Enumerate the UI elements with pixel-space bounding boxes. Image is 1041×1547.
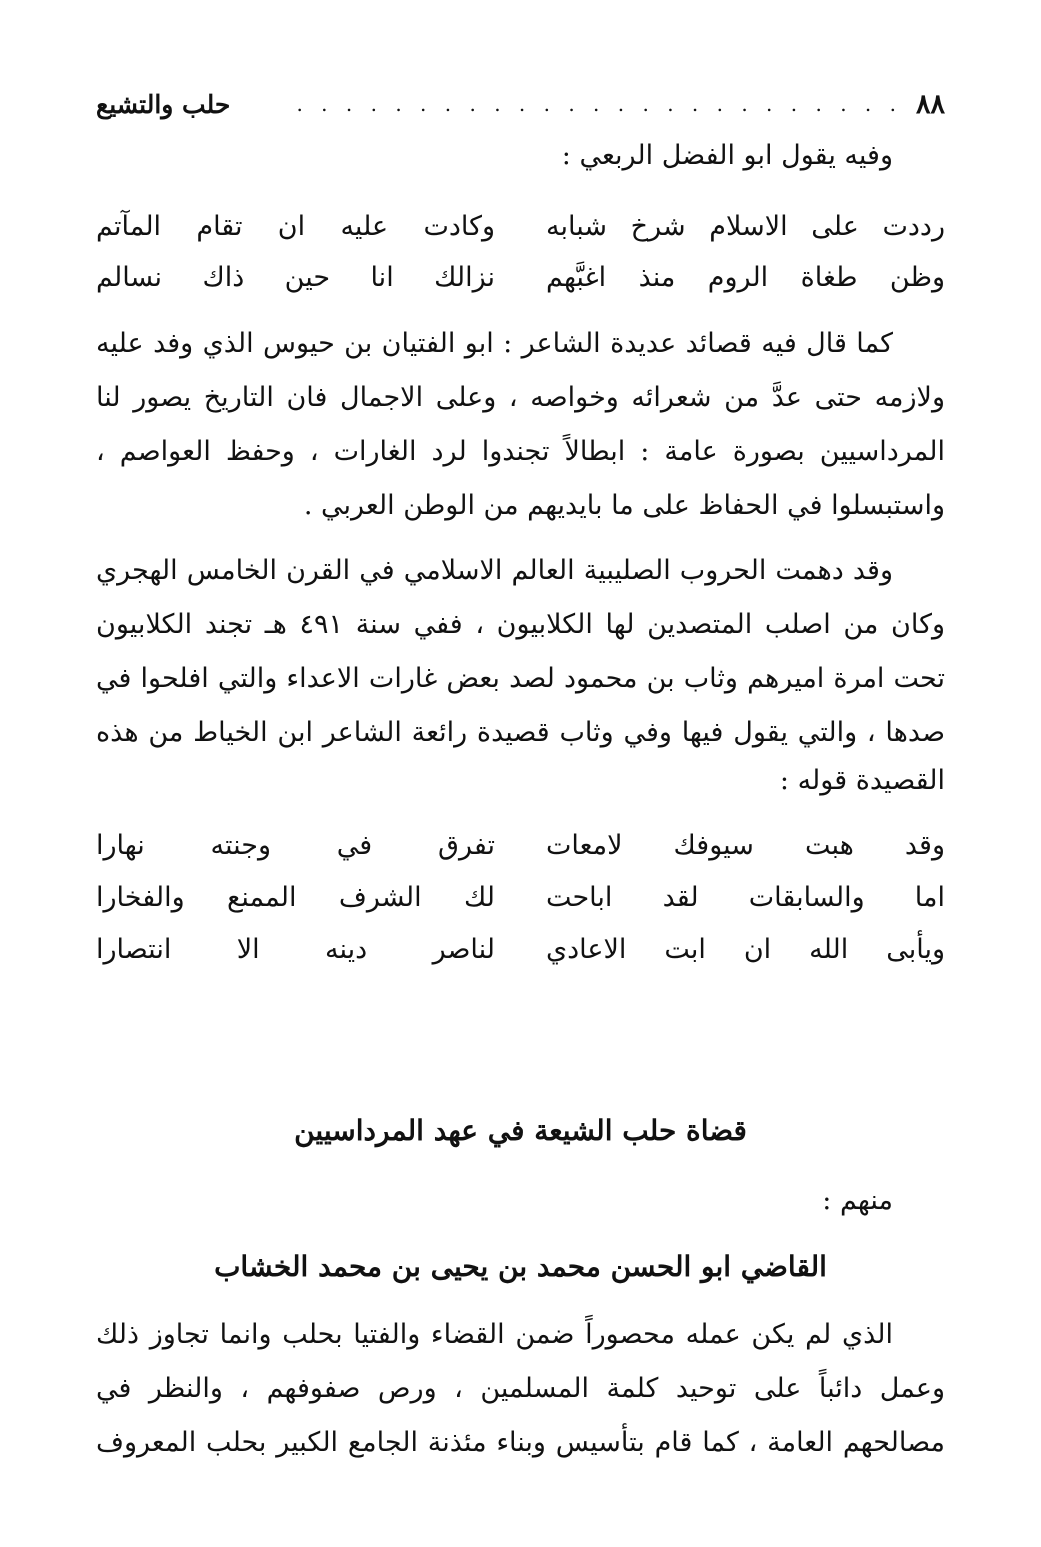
poem2-verse-2 bbox=[96, 874, 945, 922]
intro-line: وفيه يقول ابو الفضل الربعي : bbox=[561, 140, 893, 171]
poem2-verse-2-first-hemistich: اما والسابقات لقد اباحت bbox=[545, 882, 945, 913]
para2-line-4: صدها ، والتي يقول فيها وفي وثاب قصيدة رائعة الشاعر ابن الخياط من هذه bbox=[96, 717, 945, 748]
poem2-verse-3-first-hemistich: ويأبى الله ان ابت الاعادي bbox=[545, 934, 945, 965]
para2-line-3: تحت امرة اميرهم وثاب بن محمود لصد بعض غارات الاعداء والتي افلحوا في bbox=[96, 663, 945, 694]
poem2-verse-3 bbox=[96, 926, 945, 974]
running-title: حلب والتشيع bbox=[96, 89, 231, 119]
para2-line-2: وكان من اصلب المتصدين لها الكلابيون ، ففي سنة ٤٩١ هـ تجند الكلابيون bbox=[96, 609, 945, 640]
para1-line-3: المرداسيين بصورة عامة : ابطالاً تجندوا لرد الغارات ، وحفظ العواصم ، bbox=[96, 436, 945, 467]
section-title: قضاة حلب الشيعة في عهد المرداسيين bbox=[294, 1114, 747, 1147]
poem1-verse-1 bbox=[96, 203, 945, 251]
page-header bbox=[96, 80, 945, 128]
poem2-verse-1-first-hemistich: وقد هبت سيوفك لامعات bbox=[545, 830, 945, 861]
para1-line-1: كما قال فيه قصائد عديدة الشاعر : ابو الفتيان بن حيوس الذي وفد عليه bbox=[96, 328, 894, 359]
poem2-verse-3-second-hemistich: لناصر دينه الا انتصارا bbox=[96, 934, 496, 965]
para2-line-5: القصيدة قوله : bbox=[779, 765, 945, 796]
poem1-verse-2 bbox=[96, 254, 945, 302]
para2-line-1: وقد دهمت الحروب الصليبية العالم الاسلامي في القرن الخامس الهجري bbox=[96, 555, 893, 586]
poem1-verse-1-second-hemistich: وكادت عليه ان تقام المآتم bbox=[96, 211, 496, 242]
poem1-verse-2-first-hemistich: وظن طغاة الروم منذ اغبَّهم bbox=[545, 262, 945, 293]
para1-line-2: ولازمه حتى عدَّ من شعرائه وخواصه ، وعلى الاجمال فان التاريخ يصور لنا bbox=[96, 382, 945, 413]
judge-name-subheading: القاضي ابو الحسن محمد بن يحيى بن محمد الخشاب bbox=[214, 1250, 827, 1283]
poem2-verse-2-second-hemistich: لك الشرف الممنع والفخارا bbox=[96, 882, 496, 913]
para3-line-1: الذي لم يكن عمله محصوراً ضمن القضاء والفتيا بحلب وانما تجاوز ذلك bbox=[96, 1319, 893, 1350]
minhum-label: منهم : bbox=[822, 1185, 893, 1216]
header-leader-dots: . . . . . . . . . . . . . . . . . . . . . . . . . bbox=[296, 92, 902, 116]
para1-line-4: واستبسلوا في الحفاظ على ما بايديهم من الوطن العربي . bbox=[303, 490, 945, 521]
para3-line-3: مصالحهم العامة ، كما قام بتأسيس وبناء مئذنة الجامع الكبير بحلب المعروف bbox=[96, 1427, 945, 1458]
poem2-verse-1 bbox=[96, 822, 945, 870]
para3-line-2: وعمل دائباً على توحيد كلمة المسلمين ، ورص صفوفهم ، والنظر في bbox=[96, 1373, 945, 1404]
poem1-verse-2-second-hemistich: نزالك انا حين ذاك نسالم bbox=[96, 262, 496, 293]
poem1-verse-1-first-hemistich: رددت على الاسلام شرخ شبابه bbox=[545, 211, 945, 242]
page-number: ٨٨ bbox=[915, 88, 945, 120]
poem2-verse-1-second-hemistich: تفرق في وجنته نهارا bbox=[96, 830, 496, 861]
